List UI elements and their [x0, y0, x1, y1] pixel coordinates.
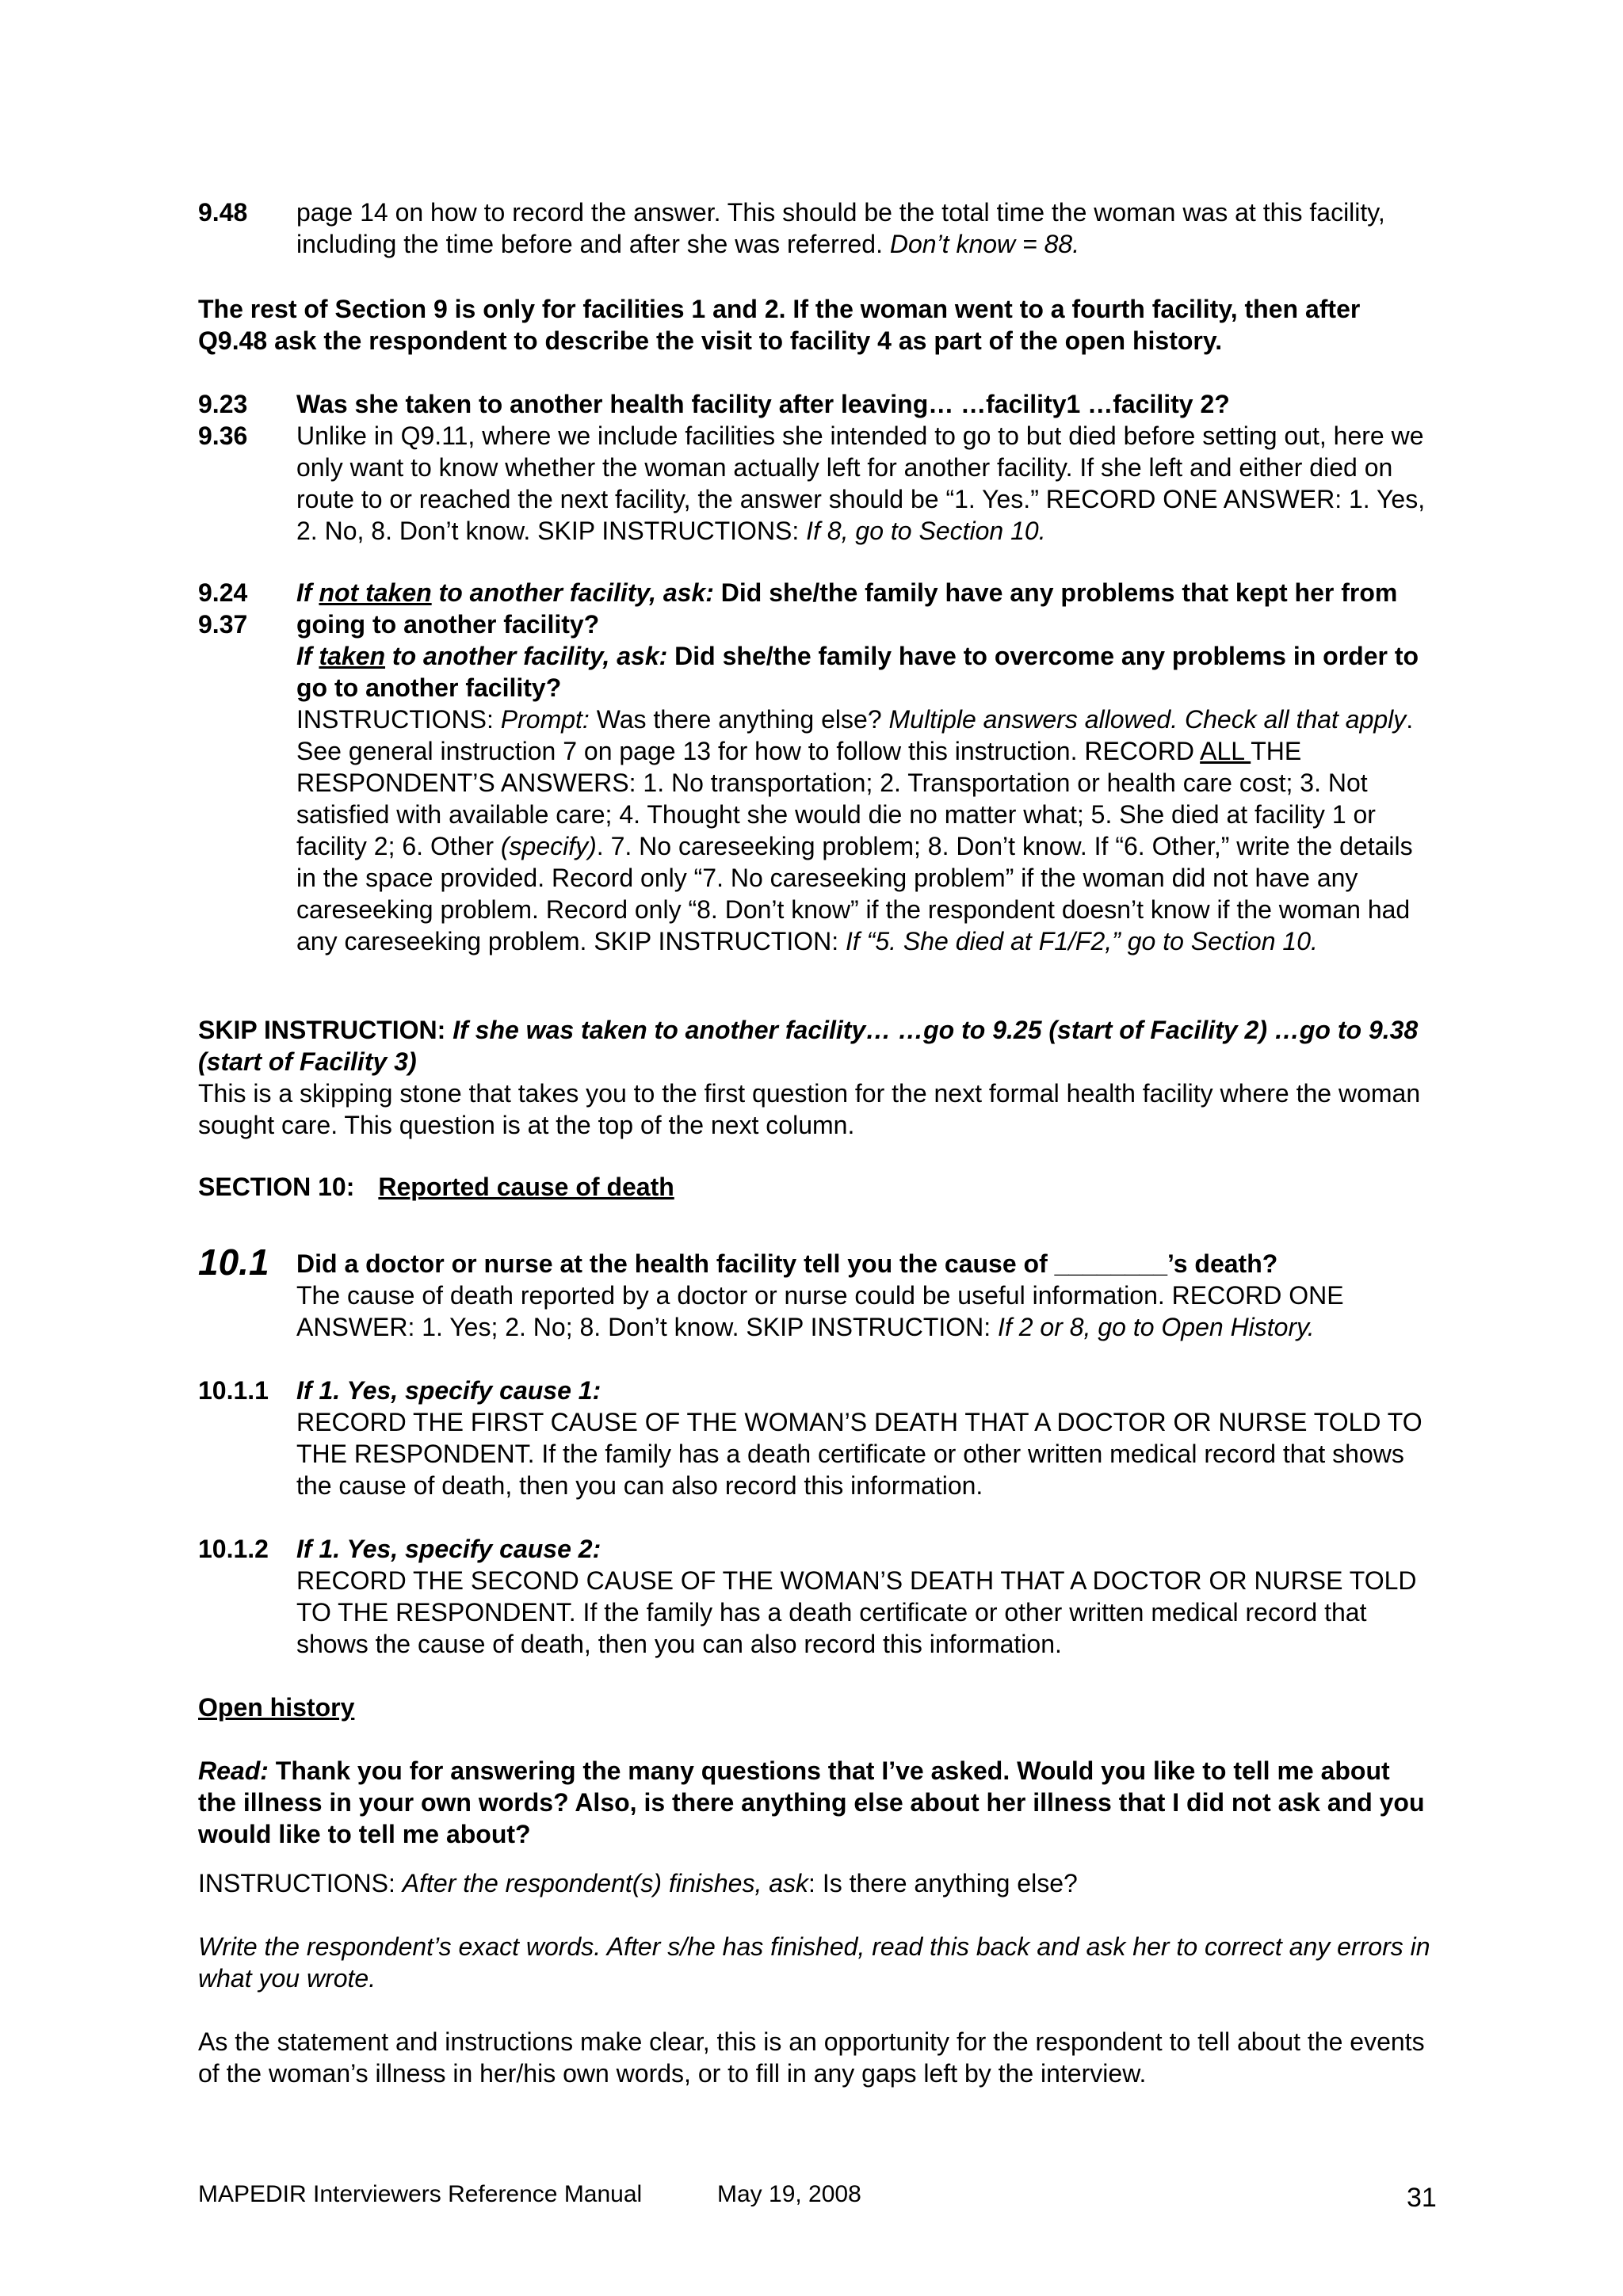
instruction-text: . See general instruction 7 on page 13 for how to follow this instruction. RECORD [296, 705, 1414, 765]
section-label: SECTION 10: [198, 1173, 355, 1201]
question-number-9-48: 9.48 [198, 198, 248, 227]
answer-options: THE RESPONDENT’S ANSWERS: 1. No transportation; 2. Transportation or health care cost; 3. Not satisfied with available care; 4. Thought she would die no matter what; 5. She died at facility 1 or facility 2; 6. Other [296, 737, 1376, 860]
question-number-10-1-2: 10.1.2 [198, 1535, 269, 1563]
footer-page-number: 31 [1407, 2183, 1437, 2213]
question-number-10-1: 10.1 [198, 1241, 269, 1283]
open-history-read [198, 1755, 1434, 1850]
q9-24-block [296, 577, 1438, 957]
open-history-closing: As the statement and instructions make clear, this is an opportunity for the respondent to tell about the events of the woman’s illness in her/his own words, or to fill in any gaps left by the interview. [198, 2027, 1425, 2088]
q9-23-skip: If 8, go to Section 10. [806, 517, 1046, 545]
q9-48-body: page 14 on how to record the answer. This should be the total time the woman was at this facility, including the time before and after she was referred. [296, 198, 1385, 258]
q9-24-taken [296, 640, 1438, 704]
specify-label: (specify) [500, 832, 597, 860]
not-taken-label: not taken [319, 578, 432, 607]
prompt-text: Was there anything else? [589, 705, 889, 734]
q10-1-instructions [296, 1280, 1438, 1343]
skip-instruction-text: If she was taken to another facility… …go to 9.25 (start of Facility 2) …go to 9.38 (start of Facility 3) [198, 1016, 1419, 1076]
q10-1-2-question: If 1. Yes, specify cause 2: [296, 1535, 601, 1563]
q9-24-question-taken: Did she/the family have to overcome any problems in order to go to another facility? [296, 642, 1419, 702]
answer-options-continued: . 7. No careseeking problem; 8. Don’t know. If “6. Other,” write the details in the space provided. Record only “7. No careseeking problem” if the woman did not have any careseeking problem. Record only “8. Don’t know” if the respondent doesn’t know if the woman had any careseeking problem. SKIP INSTRUCTION: [296, 832, 1413, 955]
ask-label: to another facility, ask: [385, 642, 668, 670]
section-title: Reported cause of death [378, 1173, 674, 1201]
question-number-9-37: 9.37 [198, 610, 248, 639]
q9-24-instructions [296, 704, 1438, 957]
q9-24-skip: If “5. She died at F1/F2,” go to Section 10. [845, 927, 1318, 955]
read-text: Thank you for answering the many questions that I’ve asked. Would you like to tell me about the illness in your own words? Also, is there anything else about her illness that I did not ask and you would like to tell me about? [198, 1756, 1425, 1848]
all-label: ALL [1200, 737, 1251, 765]
q10-1-1-question: If 1. Yes, specify cause 1: [296, 1376, 601, 1405]
rest-of-section-note: The rest of Section 9 is only for facilities 1 and 2. If the woman went to a fourth facility, then after Q9.48 ask the respondent to describe the visit to facility 4 as part of the open history. [198, 295, 1361, 355]
q9-23-question: Was she taken to another health facility after leaving… …facility1 …facility 2? [296, 390, 1230, 418]
question-number-9-23: 9.23 [198, 390, 248, 418]
instructions-label: INSTRUCTIONS: [198, 1869, 403, 1897]
q10-1-body: The cause of death reported by a doctor or nurse could be useful information. RECORD ONE ANSWER: 1. Yes; 2. No; 8. Don’t know. SKIP INSTRUCTION: [296, 1281, 1344, 1341]
q10-1-question: Did a doctor or nurse at the health facility tell you the cause of ________’s death? [296, 1249, 1278, 1278]
q9-24-question-not-taken: Did she/the family have any problems that kept her from going to another facility? [296, 578, 1398, 639]
q9-48-dont-know: Don’t know = 88. [889, 230, 1080, 258]
open-history-instructions [198, 1867, 1434, 1899]
prompt-label: Prompt: [500, 705, 590, 734]
question-number-10-1-1: 10.1.1 [198, 1376, 269, 1405]
skip-instruction-body: This is a skipping stone that takes you to the first question for the next formal health facility where the woman sought care. This question is at the top of the next column. [198, 1079, 1421, 1139]
question-number-9-36: 9.36 [198, 421, 248, 450]
section-10-heading [198, 1171, 1434, 1203]
skip-instruction-block [198, 1014, 1434, 1141]
q10-1-1-body: RECORD THE FIRST CAUSE OF THE WOMAN’S DEATH THAT A DOCTOR OR NURSE TOLD TO THE RESPONDENT. If the family has a death certificate or other written medical record that shows the cause of death, then you can also record this information. [296, 1408, 1423, 1500]
read-label: Read: [198, 1756, 269, 1785]
if-label: If [296, 578, 319, 607]
open-history-heading: Open history [198, 1693, 355, 1722]
taken-label: taken [319, 642, 386, 670]
ask-label: to another facility, ask: [431, 578, 714, 607]
instructions-label: INSTRUCTIONS: [296, 705, 501, 734]
q9-23-body: Unlike in Q9.11, where we include facilities she intended to go to but died before setting out, here we only want to know whether the woman actually left for another facility. If she left and either died on route to or reached the next facility, the answer should be “1. Yes.” RECORD ONE ANSWER: 1. Yes, 2. No, 8. Don’t know. SKIP INSTRUCTIONS: [296, 421, 1426, 545]
footer-date: May 19, 2008 [717, 2181, 861, 2207]
question-number-9-24: 9.24 [198, 578, 248, 607]
multiple-answers-note: Multiple answers allowed. Check all that apply [888, 705, 1407, 734]
q9-23-instructions [296, 420, 1438, 547]
q10-1-skip: If 2 or 8, go to Open History. [998, 1313, 1315, 1341]
footer-manual-title: MAPEDIR Interviewers Reference Manual [198, 2181, 643, 2207]
instructions-rest: : Is there anything else? [808, 1869, 1078, 1897]
q9-24-not-taken [296, 577, 1438, 640]
open-history-write-note: Write the respondent’s exact words. After s/he has finished, read this back and ask her to correct any errors in what you wrote. [198, 1932, 1430, 1993]
q9-48-text [296, 196, 1438, 260]
if-label: If [296, 642, 319, 670]
instructions-italic: After the respondent(s) finishes, ask [402, 1869, 809, 1897]
skip-instruction-label: SKIP INSTRUCTION: [198, 1016, 446, 1044]
skip-instruction-heading [198, 1014, 1434, 1077]
q10-1-2-body: RECORD THE SECOND CAUSE OF THE WOMAN’S DEATH THAT A DOCTOR OR NURSE TOLD TO THE RESPONDENT. If the family has a death certificate or other written medical record that shows the cause of death, then you can also record this information. [296, 1566, 1417, 1658]
